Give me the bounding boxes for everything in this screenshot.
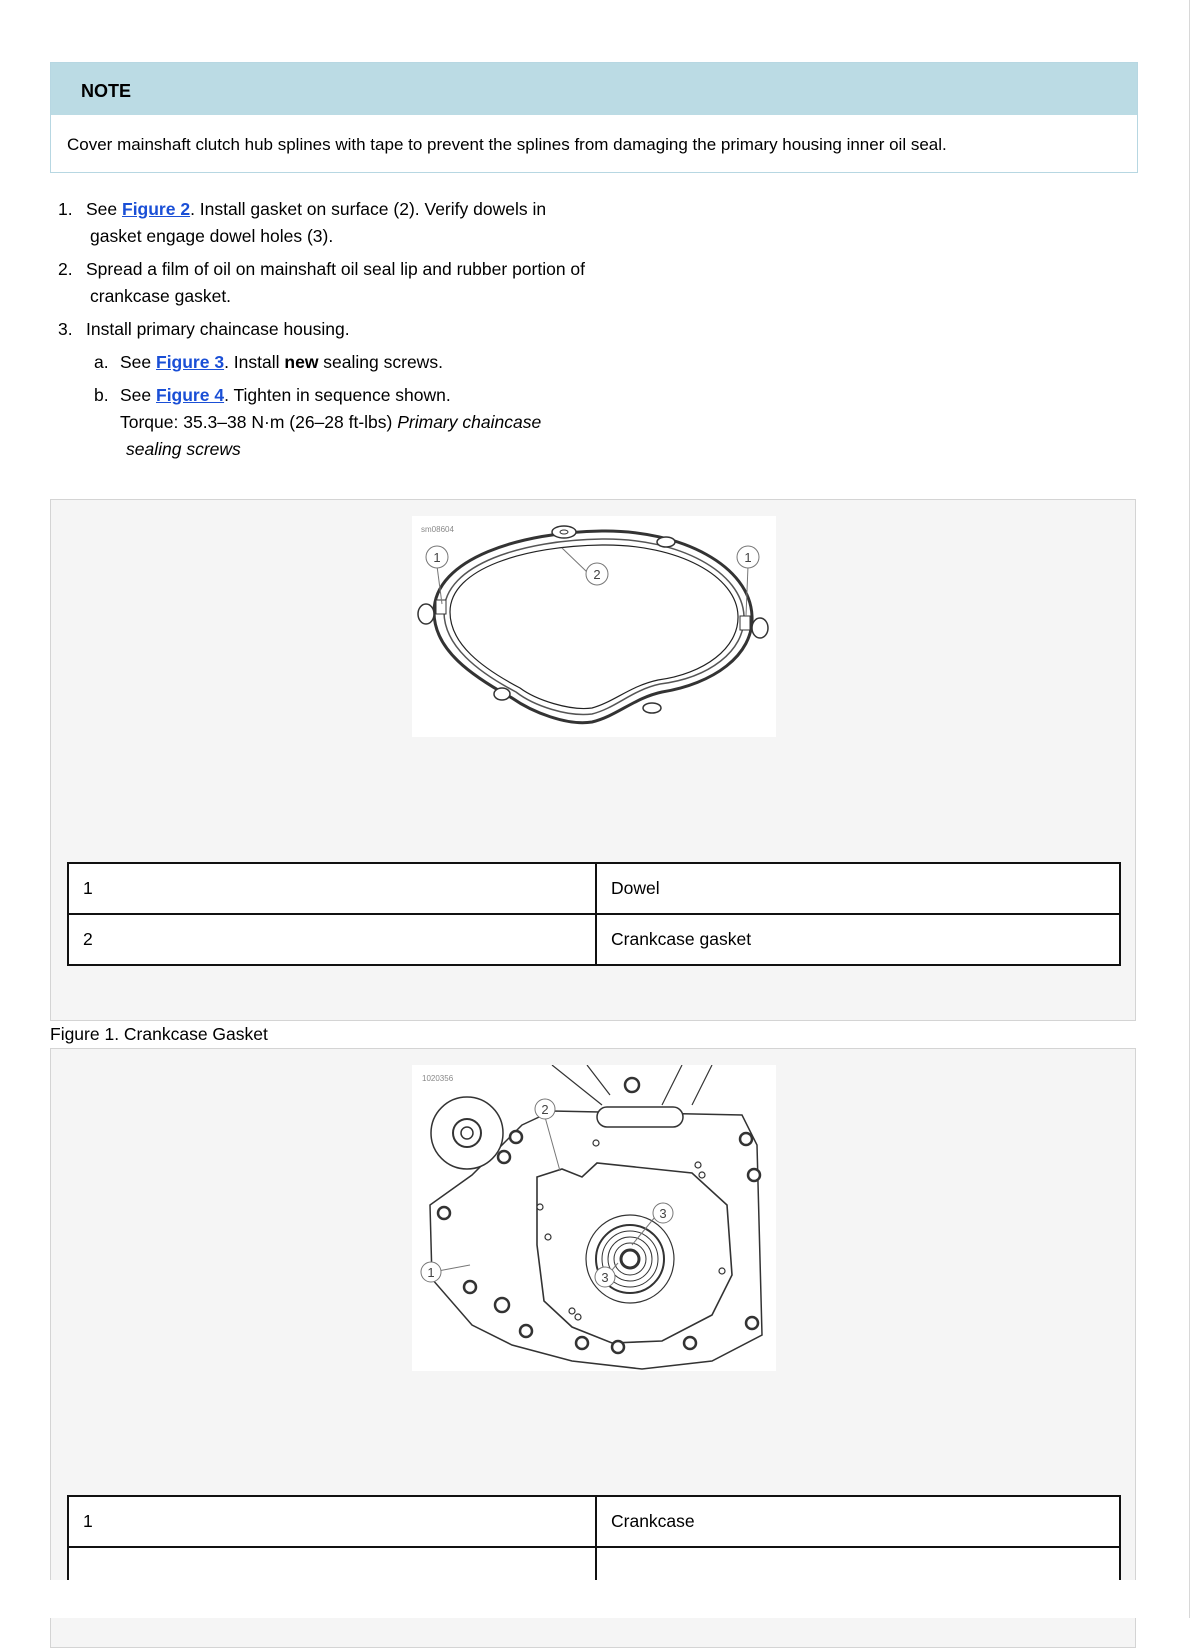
- page-bottom-mask: [0, 1580, 1189, 1618]
- step-number: 2.: [58, 259, 73, 279]
- step-text: . Install gasket on surface (2). Verify dowels in: [190, 199, 547, 219]
- legend-description: Crankcase gasket: [596, 914, 1120, 965]
- callout-1: 1: [427, 1265, 435, 1280]
- callout-1: 1: [433, 550, 441, 565]
- step-text-continued: crankcase gasket.: [90, 286, 232, 306]
- torque-fastener-continued: sealing screws: [126, 439, 241, 459]
- callout-1: 1: [744, 550, 752, 565]
- crankcase-illustration: [412, 1065, 776, 1371]
- note-box: [50, 62, 1138, 173]
- legend-number: 2: [68, 914, 596, 965]
- substep-text: . Tighten in sequence shown.: [224, 385, 451, 405]
- figure-2-link[interactable]: Figure 2: [122, 199, 191, 219]
- torque-fastener: Primary chaincase: [397, 412, 542, 432]
- callout-3: 3: [659, 1206, 667, 1221]
- image-id: 1020356: [422, 1074, 454, 1083]
- figure-2-panel: [50, 1048, 1136, 1648]
- callout-2: 2: [541, 1102, 549, 1117]
- procedure-steps: [58, 196, 658, 463]
- step-3: [58, 316, 658, 343]
- substep-text: sealing screws.: [318, 352, 443, 372]
- step-2: [58, 256, 658, 310]
- step-text: Install primary chaincase housing.: [86, 319, 350, 339]
- figure-1-legend: [67, 862, 1121, 966]
- substep-letter: b.: [94, 385, 109, 405]
- torque-value: Torque: 35.3–38 N·m (26–28 ft-lbs): [120, 412, 398, 432]
- substep-text: See: [120, 352, 156, 372]
- torque-spec: [58, 409, 658, 463]
- callout-2: 2: [593, 567, 601, 582]
- substep-text: . Install: [224, 352, 285, 372]
- step-text: See: [86, 199, 122, 219]
- legend-number: 1: [68, 863, 596, 914]
- step-number: 3.: [58, 319, 73, 339]
- step-1: [58, 196, 658, 250]
- legend-description: Dowel: [596, 863, 1120, 914]
- step-text-continued: gasket engage dowel holes (3).: [90, 226, 334, 246]
- legend-number: 1: [68, 1496, 596, 1547]
- substep-text: See: [120, 385, 156, 405]
- figure-3-link[interactable]: Figure 3: [156, 352, 225, 372]
- legend-description: Crankcase: [596, 1496, 1120, 1547]
- legend-row: [68, 863, 1120, 914]
- step-number: 1.: [58, 199, 73, 219]
- legend-row: [68, 1496, 1120, 1547]
- figure-1-caption: Figure 1. Crankcase Gasket: [50, 1024, 268, 1044]
- note-heading: NOTE: [51, 63, 1137, 115]
- crankcase-gasket-illustration: [412, 516, 776, 737]
- legend-row: [68, 914, 1120, 965]
- figure-4-link[interactable]: Figure 4: [156, 385, 225, 405]
- callout-3: 3: [601, 1270, 609, 1285]
- substep-b: [58, 382, 658, 409]
- note-text: Cover mainshaft clutch hub splines with tape to prevent the splines from damaging the primary housing inner oil seal.: [51, 115, 1137, 172]
- image-id: sm08604: [421, 525, 454, 534]
- substep-a: [58, 349, 658, 376]
- figure-1-panel: [50, 499, 1136, 1021]
- step-text: Spread a film of oil on mainshaft oil seal lip and rubber portion of: [86, 259, 586, 279]
- emphasis-new: new: [284, 352, 319, 372]
- substep-letter: a.: [94, 352, 109, 372]
